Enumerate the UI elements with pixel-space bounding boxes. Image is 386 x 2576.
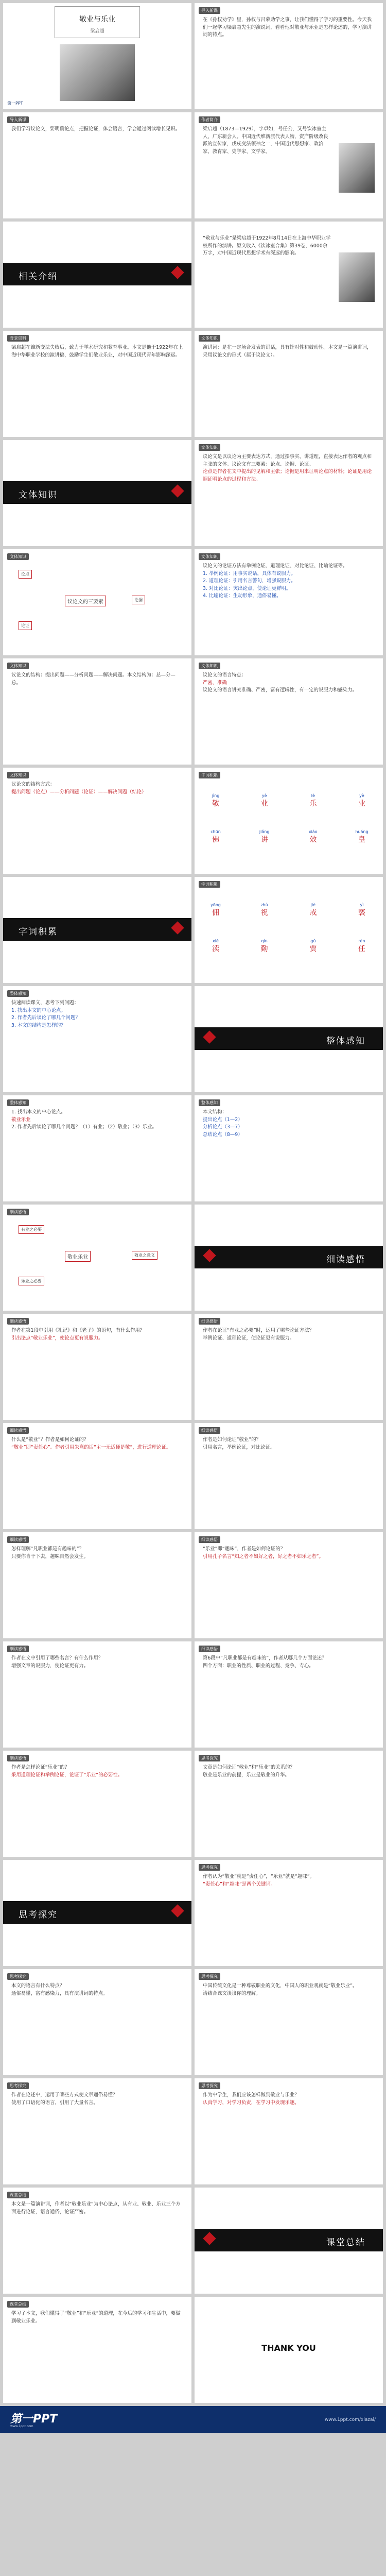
site-footer [0, 2406, 386, 2433]
slide-read6[interactable] [195, 1532, 383, 1638]
slide-read9[interactable] [3, 1751, 191, 1857]
slide-sec-whole[interactable] [195, 986, 383, 1092]
slide-row [3, 3, 383, 109]
slide-body [203, 672, 375, 694]
char-card [299, 939, 327, 954]
char-hanzi: 业 [358, 800, 365, 808]
slide-words2[interactable] [195, 877, 383, 983]
slide-tag: 思考探究 [199, 2082, 220, 2089]
body-list-item: 1. 找出本文的中心论点。 [11, 1007, 66, 1013]
char-card [299, 829, 327, 844]
char-pinyin: yì [360, 903, 364, 907]
char-hanzi: 皇 [358, 836, 365, 844]
body-text: 演讲词：是在一定场合发表的讲话，具有针对性和鼓动性。本文是一篇演讲词，采用议论文的形式（属于议论文）。 [203, 345, 372, 358]
cover-author: 梁启超 [90, 29, 104, 34]
slide-row [3, 768, 383, 874]
section-title-bar [3, 1901, 191, 1924]
body-text: 议论文的论证方法有举例论证、道理论证、对比论证、比喻论证等。 [203, 563, 348, 569]
cover-title-box [55, 6, 140, 38]
char-hanzi: 勤 [260, 945, 268, 953]
slide-read5[interactable] [3, 1532, 191, 1638]
slide-tag: 细读感悟 [199, 1318, 220, 1325]
slide-body [11, 1436, 183, 1451]
section-title: 字词积累 [19, 927, 58, 937]
body-text: 什么是“敬业”？作者是如何论证的？ [11, 1437, 89, 1443]
slide-body [203, 16, 375, 39]
slide-body [203, 1655, 375, 1670]
slide-row [3, 877, 383, 983]
char-card [251, 939, 278, 954]
body-text-2: 四个方面：职业的性质、职业的过程、竞争、专心。 [203, 1663, 314, 1669]
slide-mind[interactable] [3, 549, 191, 655]
slide-think4[interactable] [195, 1969, 383, 2075]
slide-tag: 导入新课 [7, 116, 29, 123]
slide-cover[interactable] [3, 3, 191, 109]
slide-read1[interactable] [3, 1314, 191, 1420]
body-text: 作者在论证“有业之必要”时，运用了哪些论证方法？ [203, 1328, 314, 1333]
slide-row [3, 1751, 383, 1857]
slide-tag: 文体知识 [199, 335, 220, 342]
section-diamond-icon [171, 921, 184, 934]
body-text-2: 议论文的语言讲究准确、严密，富有逻辑性，有一定的说服力和感染力。 [203, 687, 358, 693]
slide-tag: 课堂总结 [7, 2192, 29, 2198]
slide-body [203, 1327, 375, 1342]
slide-body [11, 781, 183, 796]
char-hanzi: 佛 [212, 836, 219, 844]
slide-body [203, 1764, 375, 1779]
slide-body [11, 1327, 183, 1342]
slide-row [3, 2188, 383, 2294]
char-card [251, 903, 278, 918]
body-list-item: 3. 对比论证：突出论点，使论证更鲜明。 [203, 585, 291, 591]
body-text-2: 增强文章的说服力，使论证更有力。 [11, 1663, 89, 1669]
char-hanzi: 渎 [212, 945, 219, 953]
slide-body [203, 344, 375, 359]
slide-tag: 背景资料 [7, 335, 29, 342]
slide-method[interactable] [3, 768, 191, 874]
slide-row [3, 1860, 383, 1966]
mind-item: 敬业之意义 [132, 1251, 157, 1260]
char-pinyin: xiào [308, 829, 318, 834]
body-text: 快速阅读课文，思考下列问题： [11, 1000, 79, 1006]
body-text: 在《孙权劝学》里，孙权与吕蒙劝学之事，让我们懂得了学习的重要性。今天我们一起学习梁启超先生的演说词，看看他对敬业与乐业是怎样论述的，学习演讲词的特点。 [203, 17, 372, 38]
char-pinyin: xiè [213, 939, 219, 943]
slide-tag: 文体知识 [7, 772, 29, 778]
slide-body [11, 1655, 183, 1670]
char-pinyin: jìng [212, 793, 220, 798]
slide-sec-sum[interactable] [195, 2188, 383, 2294]
section-title: 相关介绍 [19, 272, 58, 282]
body-text: 作者在文中引用了哪些名言？有什么作用？ [11, 1655, 103, 1661]
author-photo [339, 252, 375, 302]
body-text: 梁启超（1873—1929），字卓如，号任公，又号饮冰室主人，广东新会人。中国近代维新派代表人物，资产阶级改良派的宣传家，戊戌变法领袖之一，中国近代思想家、政治家、教育家、史学家、文学家。 [203, 126, 328, 155]
body-text: 作者是怎样论证“乐业”的？ [11, 1765, 69, 1770]
section-diamond-icon [203, 1030, 216, 1043]
body-highlight: 引出论点“敬业乐业”，使论点更有说服力。 [11, 1335, 103, 1341]
slide-read7[interactable] [3, 1641, 191, 1748]
cover-brand: 第一PPT [7, 101, 23, 106]
section-diamond-icon [171, 266, 184, 279]
slide-tag: 课堂总结 [7, 2301, 29, 2308]
slide-body [203, 1546, 375, 1561]
slide-body [203, 235, 331, 258]
section-diamond-icon [203, 2232, 216, 2245]
char-hanzi: 任 [358, 945, 365, 953]
char-pinyin: zhù [260, 903, 268, 907]
slide-body [11, 672, 183, 687]
body-list-item: 4. 比喻论证：生动形象，通俗易懂。 [203, 593, 282, 599]
char-card [251, 793, 278, 808]
slide-think5[interactable] [3, 2078, 191, 2184]
slide-body [11, 2201, 183, 2216]
slide-row [3, 331, 383, 437]
char-hanzi: 亵 [358, 909, 365, 917]
pinyin-row [202, 793, 376, 808]
slide-stylenote[interactable] [195, 331, 383, 437]
section-title-bar [3, 263, 191, 285]
body-list-item: 2. 道理论证：引用名言警句，增强说服力。 [203, 578, 296, 584]
body-text: 1. 找出本文的中心论点。 [11, 1109, 66, 1115]
body-list-item: 3. 本文的结构是怎样的？ [11, 1022, 66, 1028]
body-highlight: “敬业”即“责任心”。作者引用朱熹的话“主一无适便是敬”，进行道理论证。 [11, 1444, 171, 1450]
slide-sec-intro[interactable] [3, 222, 191, 328]
body-text-2: 引用名言，举例论证，对比论证。 [203, 1444, 275, 1450]
slide-tag: 思考探究 [7, 2082, 29, 2089]
body-highlight: 采用道理论证和举例论证，论证了“乐业”的必要性。 [11, 1772, 122, 1778]
body-text: 作者认为“敬业”就是“责任心”，“乐业”就是“趣味”。 [203, 1874, 314, 1879]
slide-row [3, 1532, 383, 1638]
slide-body [11, 344, 183, 359]
char-hanzi: 敬 [212, 800, 219, 808]
footer-site-link[interactable]: www.1ppt.com/xiazai/ [324, 2417, 376, 2422]
slide-read2[interactable] [195, 1314, 383, 1420]
body-highlight: 论点是作者在文中提出的见解和主张；论据是用来证明论点的材料；论证是用论据证明论点的过程和方法。 [203, 469, 372, 482]
slide-think3[interactable] [3, 1969, 191, 2075]
body-text: 作者在论述中，运用了哪些方式使文章通俗易懂？ [11, 2092, 118, 2098]
slide-think2[interactable] [195, 1860, 383, 1966]
section-title: 思考探究 [19, 1910, 58, 1920]
slide-tag: 导入新课 [199, 7, 220, 14]
slide-author[interactable] [195, 112, 383, 218]
mind-item: 论证 [19, 621, 32, 630]
body-list-item: 2. 作者先后谈论了哪几个问题？ [11, 1015, 80, 1021]
body-highlight: 严密、准确 [203, 680, 227, 686]
body-list-item: 总结论点（8—9） [203, 1131, 243, 1138]
char-hanzi: 祝 [260, 909, 268, 917]
slide-sec-think[interactable] [3, 1860, 191, 1966]
mind-item: 论点 [19, 570, 32, 579]
body-text-2: 请结合课文谈谈你的理解。 [203, 1990, 261, 1996]
slide-tag: 思考探究 [199, 1755, 220, 1761]
slide-body [11, 1982, 183, 1997]
body-text-2: 举例论证、道理论证，使论证更有说服力。 [203, 1335, 295, 1341]
slide-tag: 整体感知 [7, 990, 29, 997]
body-text: 怎样理解“凡职业都是有趣味的”？ [11, 1546, 84, 1552]
slide-body [11, 999, 183, 1029]
slide-read-tree[interactable] [3, 1205, 191, 1311]
slide-body [11, 2092, 183, 2107]
slide-tag: 细读感悟 [7, 1318, 29, 1325]
section-title-bar [195, 1246, 383, 1268]
body-highlight: 认真学习，对学习负责，在学习中发现乐趣。 [203, 2099, 300, 2106]
slide-row [3, 1095, 383, 1201]
section-title-bar [3, 481, 191, 504]
char-pinyin: chūn [210, 829, 221, 834]
slide-sec-read[interactable] [195, 1205, 383, 1311]
body-text: 第6段中“凡职业都是有趣味的”，作者从哪几个方面论述？ [203, 1655, 327, 1661]
char-hanzi: 乐 [309, 800, 317, 808]
slide-body [203, 1873, 375, 1888]
char-card [348, 793, 376, 808]
slide-tag: 字词积累 [199, 881, 220, 888]
slide-row [3, 2078, 383, 2184]
char-hanzi: 业 [260, 800, 268, 808]
pinyin-row [202, 903, 376, 918]
slide-body [11, 1109, 183, 1131]
slide-tag: 细读感悟 [7, 1536, 29, 1543]
section-diamond-icon [171, 1904, 184, 1917]
section-title: 整体感知 [326, 1036, 365, 1046]
slide-body [11, 2310, 183, 2325]
slide-read8[interactable] [195, 1641, 383, 1748]
body-text: “乐业”即“趣味”，作者是如何论证的？ [203, 1546, 286, 1552]
section-diamond-icon [203, 1249, 216, 1262]
thank-you-title: THANK YOU [261, 2343, 316, 2353]
slide-tag: 作者简介 [199, 116, 220, 123]
slide-sum1[interactable] [3, 2188, 191, 2294]
slide-think1[interactable] [195, 1751, 383, 1857]
body-text-2: 2. 作者先后谈论了哪几个问题？（1）有业；（2）敬业；（3）乐业。 [11, 1124, 157, 1130]
char-pinyin: lè [311, 793, 315, 798]
slide-structure[interactable] [3, 658, 191, 765]
body-text: 议论文的语言特点： [203, 672, 247, 678]
slide-sec-style[interactable] [3, 440, 191, 546]
slide-body [11, 126, 183, 133]
char-pinyin: qín [261, 939, 268, 943]
slide-intro[interactable] [195, 3, 383, 109]
char-hanzi: 讲 [260, 836, 268, 844]
body-text: 作者在第1段中引用《礼记》和《老子》的语句，有什么作用？ [11, 1328, 145, 1333]
char-card [299, 793, 327, 808]
slide-body [203, 563, 375, 600]
char-card [202, 903, 230, 918]
slide-row [3, 986, 383, 1092]
slide-tag: 思考探究 [199, 1864, 220, 1871]
body-text: 本文的语言有什么特点？ [11, 1983, 65, 1989]
section-title-bar [195, 1027, 383, 1050]
slide-whole[interactable] [3, 986, 191, 1092]
slide-body [203, 2092, 375, 2107]
slide-row [3, 222, 383, 328]
slide-row [3, 1641, 383, 1748]
char-card [202, 829, 230, 844]
char-pinyin: huáng [355, 829, 369, 834]
slide-body [11, 1546, 183, 1561]
slide-bg[interactable] [3, 331, 191, 437]
slide-read3[interactable] [3, 1423, 191, 1529]
slide-body [11, 1764, 183, 1779]
body-text: “敬业与乐业”是梁启超于1922年8月14日在上海中华职业学校所作的演讲。原文收入《饮冰室合集》第39卷，6000余万字，对中国近现代思想学术有深远的影响。 [203, 235, 331, 256]
slide-row [3, 440, 383, 546]
body-text: 作为中学生，我们应该怎样做到敬业与乐业？ [203, 2092, 300, 2098]
body-text: 我们学习议论文，要明确论点，把握论证，体会语言，学会通过阅读增长见识。 [11, 126, 181, 132]
body-highlight: “责任心”和“趣味”是两个关键词。 [203, 1881, 276, 1887]
char-card [299, 903, 327, 918]
slide-tag: 细读感悟 [199, 1427, 220, 1434]
body-text: 学习了本文，我们懂得了“敬业”和“乐业”的道理，在今后的学习和生活中，要做到敬业乐业。 [11, 2311, 181, 2324]
body-text: 作者是如何论证“敬业”的？ [203, 1437, 261, 1443]
char-pinyin: gǔ [310, 939, 316, 943]
slide-tag: 细读感悟 [199, 1536, 220, 1543]
section-title: 文体知识 [19, 490, 58, 500]
char-pinyin: rèn [358, 939, 365, 943]
body-text: 议论文是以议论为主要表达方式，通过摆事实、讲道理，直接表达作者的观点和主张的文体。议论文有三要素：论点、论据、论证。 [203, 454, 372, 467]
slide-row [3, 1423, 383, 1529]
body-text-2: 通俗易懂，富有感染力，具有演讲词的特点。 [11, 1990, 108, 1996]
slide-row [3, 112, 383, 218]
slide-tag: 细读感悟 [7, 1646, 29, 1652]
slide-read4[interactable] [195, 1423, 383, 1529]
slide-body [203, 453, 375, 483]
char-pinyin: yè [261, 793, 267, 798]
slide-words[interactable] [195, 768, 383, 874]
slide-tag: 细读感悟 [7, 1755, 29, 1761]
slide-argue[interactable] [195, 549, 383, 655]
slide-tag: 细读感悟 [7, 1209, 29, 1215]
body-text: 本文结构： [203, 1109, 227, 1115]
char-hanzi: 效 [309, 836, 317, 844]
body-text-2: 使用了口语化的语言，引用了大量名言。 [11, 2099, 98, 2106]
pinyin-row [202, 829, 376, 844]
slide-intro2[interactable] [3, 112, 191, 218]
slide-tag: 字词积累 [199, 772, 220, 778]
mind-center: 敬业乐业 [65, 1251, 91, 1262]
body-highlight: 敬业乐业 [11, 1116, 31, 1123]
slide-row [3, 1314, 383, 1420]
mind-item: 有业之必要 [19, 1225, 44, 1234]
cover-photo [60, 44, 135, 101]
slide-tag: 文体知识 [7, 553, 29, 560]
slide-tag: 细读感悟 [199, 1646, 220, 1652]
body-text-2: 只要你肯干下去，趣味自然会发生。 [11, 1553, 89, 1560]
section-title-bar [3, 918, 191, 941]
slide-row [3, 549, 383, 655]
slide-row [3, 1205, 383, 1311]
slide-body [203, 126, 331, 156]
slide-sum2[interactable] [3, 2297, 191, 2403]
body-text-2: 敬业是乐业的前提，乐业是敬业的升华。 [203, 1772, 290, 1778]
body-highlight: 引用孔子名言“知之者不如好之者，好之者不如乐之者”。 [203, 1553, 324, 1560]
slide-body [203, 1982, 375, 1997]
char-pinyin: jiè [310, 903, 315, 907]
body-text: 本文是一篇演讲词，作者以“敬业乐业”为中心论点，从有业、敬业、乐业三个方面进行论证，语言通俗，论证严密。 [11, 2201, 181, 2215]
char-hanzi: 戒 [309, 909, 317, 917]
slide-tag: 思考探究 [7, 1973, 29, 1980]
cover-title: 敬业与乐业 [79, 15, 115, 24]
char-card [202, 793, 230, 808]
char-pinyin: yè [359, 793, 364, 798]
slide-author-photo[interactable] [195, 222, 383, 328]
body-text: 中国传统文化是一种尊敬职业的文化，中国人的职业观就是“敬业乐业”。 [203, 1983, 358, 1989]
body-text: 梁启超在维新变法失败后，致力于学术研究和教育事业。本文是他于1922年在上海中华职业学校的演讲稿，鼓励学生们敬业乐业，对中国近现代青年影响深远。 [11, 345, 183, 358]
body-list-item: 分析论点（3—7） [203, 1124, 243, 1130]
body-list-item: 提出论点（1—2） [203, 1116, 243, 1123]
slide-tag: 文体知识 [7, 663, 29, 669]
slide-whole2[interactable] [3, 1095, 191, 1201]
char-card [348, 903, 376, 918]
char-pinyin: yōng [210, 903, 221, 907]
body-text: 文章是如何论证“敬业”和“乐业”的关系的？ [203, 1765, 295, 1770]
body-highlight: 提出问题（论点）——分析问题（论证）——解决问题（结论） [11, 789, 147, 795]
char-pinyin: jiǎng [259, 829, 270, 834]
slide-think6[interactable] [195, 2078, 383, 2184]
slide-essay[interactable] [195, 440, 383, 546]
slide-body [203, 1109, 375, 1139]
char-card [348, 829, 376, 844]
slide-tag: 思考探究 [199, 1973, 220, 1980]
footer-sub: www.1ppt.com [10, 2425, 33, 2428]
slide-row [3, 1969, 383, 2075]
mind-center: 议论文的三要素 [65, 596, 106, 606]
slide-lang[interactable] [195, 658, 383, 765]
slide-thanks[interactable] [195, 2297, 383, 2403]
section-title-bar [195, 2229, 383, 2251]
author-photo [339, 143, 375, 193]
char-hanzi: 佣 [212, 909, 219, 917]
char-card [348, 939, 376, 954]
slide-whole3[interactable] [195, 1095, 383, 1201]
body-text: 议论文的结构：提出问题——分析问题——解决问题。本文结构为：总—分—总。 [11, 672, 176, 686]
slide-row [3, 2297, 383, 2403]
slide-tag: 文体知识 [199, 553, 220, 560]
char-hanzi: 贾 [309, 945, 317, 953]
slide-tag: 细读感悟 [7, 1427, 29, 1434]
slide-row [3, 658, 383, 765]
section-title: 细读感悟 [326, 1255, 365, 1265]
slide-tag: 文体知识 [199, 444, 220, 451]
slide-tag: 整体感知 [7, 1099, 29, 1106]
footer-logo[interactable]: 第一PPT [10, 2413, 58, 2426]
pinyin-row [202, 939, 376, 954]
slide-tag: 整体感知 [199, 1099, 220, 1106]
section-diamond-icon [171, 484, 184, 497]
slide-body [203, 1436, 375, 1451]
section-title: 课堂总结 [326, 2238, 365, 2248]
body-list-item: 1. 举例论证：用事实说话，具体有说服力。 [203, 570, 296, 577]
char-card [251, 829, 278, 844]
mind-item: 论据 [132, 596, 145, 604]
mind-item: 乐业之必要 [19, 1277, 44, 1285]
slide-tag: 文体知识 [199, 663, 220, 669]
char-card [202, 939, 230, 954]
body-text: 议论文的结构方式： [11, 782, 55, 787]
slide-sec-words[interactable] [3, 877, 191, 983]
